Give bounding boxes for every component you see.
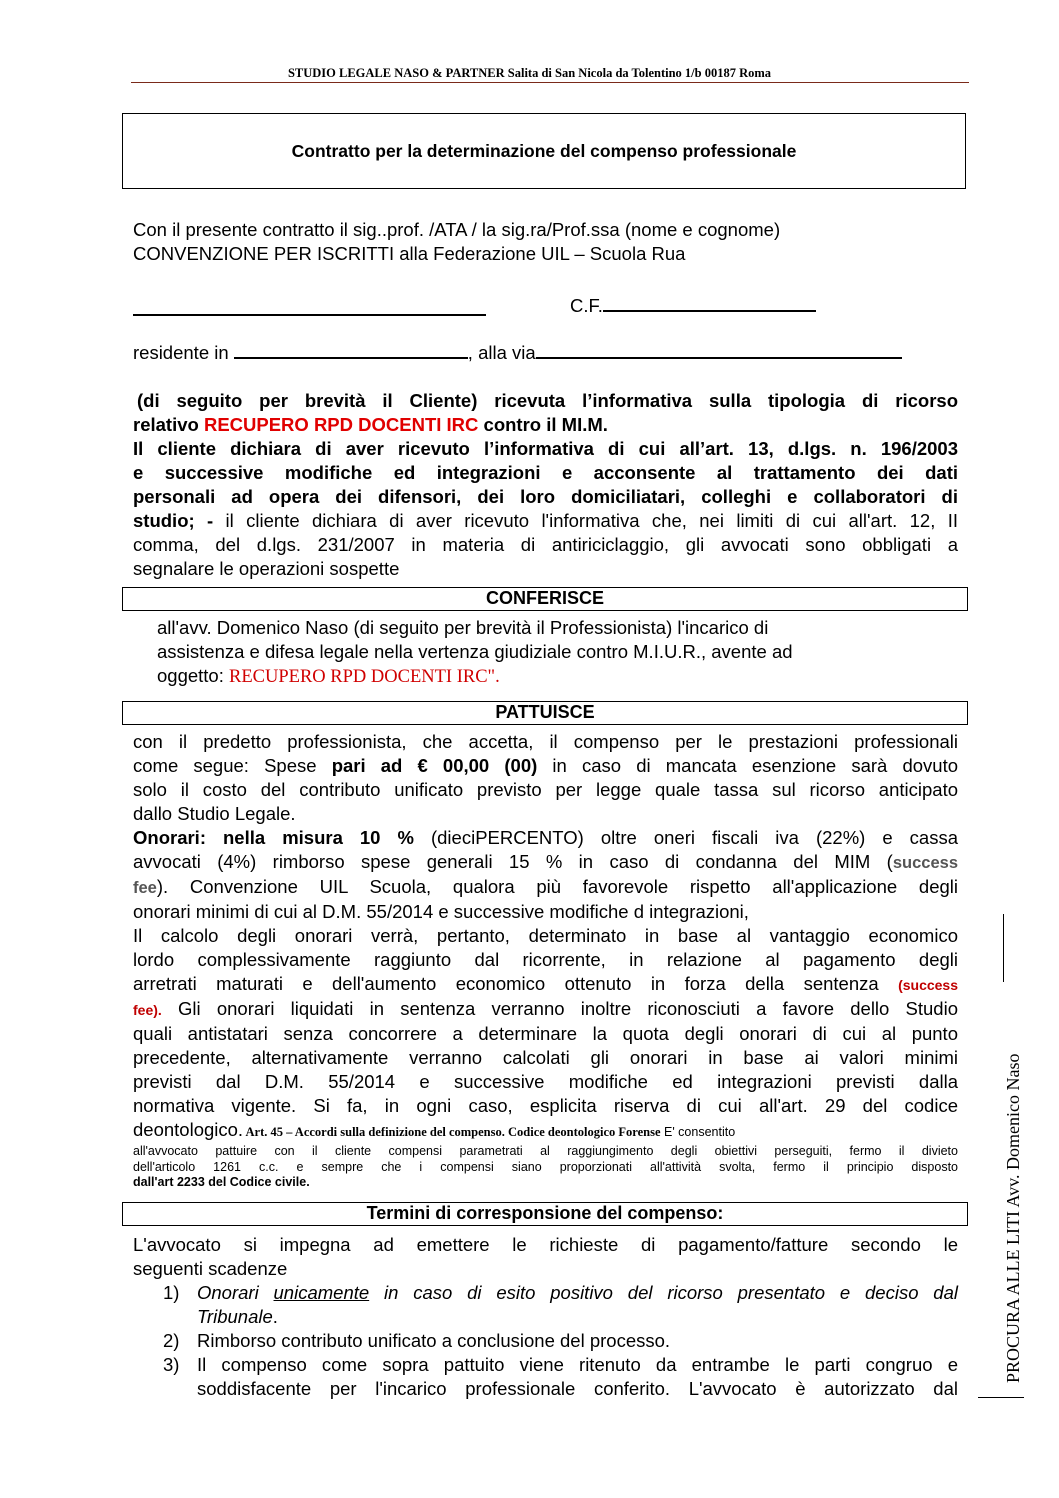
side-rule-bottom [978, 1397, 1024, 1398]
list-item-3: 3) Il compenso come sopra pattuito viene ritenuto da entrambe le parti congruo e [163, 1354, 958, 1375]
pattuisce-line-10: lordo complessivamente raggiunto dal ricorrente, in relazione al pagamento degli [133, 949, 958, 970]
conferisce-line-1: all'avv. Domenico Naso (di seguito per brevità il Professionista) l'incarico di [157, 617, 769, 638]
list-item-2: 2) Rimborso contributo unificato a conclusione del processo. [163, 1330, 671, 1351]
intro-line-2: CONVENZIONE PER ISCRITTI alla Federazione UIL – Scuola Rua [133, 243, 686, 264]
termini-body [133, 1233, 958, 1281]
street-label: , alla via [467, 342, 536, 363]
pattuisce-line-2: come segue: Spese pari ad € 00,00 (00) in caso di mancata esenzione sarà dovuto [133, 755, 959, 776]
conferisce-heading: CONFERISCE [122, 587, 968, 611]
client-line-4: e successive modifiche ed integrazioni e acconsente al trattamento dei dati [133, 462, 958, 483]
pattuisce-line-4: dallo Studio Legale. [133, 803, 296, 824]
pattuisce-line-15: previsti dal D.M. 55/2014 e successive modifiche ed integrazioni previsti dalla [133, 1071, 958, 1092]
residence-row [133, 341, 902, 365]
residence-label: residente in [133, 342, 229, 363]
pattuisce-line-11: arretrati maturati e dell'aumento economico ottenuto in forza della sentenza (success [133, 973, 958, 994]
intro-line-1: Con il presente contratto il sig..prof. /ATA / la sig.ra/Prof.ssa (nome e cognome) [133, 219, 781, 240]
document-title: Contratto per la determinazione del compenso professionale [291, 140, 797, 161]
termini-line-1: L'avvocato si impegna ad emettere le richieste di pagamento/fatture secondo le [133, 1234, 958, 1255]
list-item-1: 1) Onorari unicamente in caso di esito positivo del ricorso presentato e deciso dal [163, 1282, 958, 1303]
pattuisce-line-5: Onorari: nella misura 10 % (dieciPERCENTO) oltre oneri fiscali iva (22%) e cassa [133, 827, 958, 848]
client-line-5: personali ad opera dei difensori, dei loro domiciliatari, colleghi e collaboratori di [133, 486, 958, 507]
conferisce-body [157, 616, 793, 689]
subject-highlight: RECUPERO RPD DOCENTI IRC [203, 414, 479, 435]
street-field[interactable] [536, 341, 902, 359]
client-line-1: (di seguito per brevità il Cliente) ricevuta l’informativa sulla tipologia di ricorso [137, 390, 958, 411]
code-quote-line-3: dall'art 2233 del Codice civile. [133, 1175, 310, 1189]
conferisce-subject: RECUPERO RPD DOCENTI IRC". [229, 667, 500, 687]
client-line-7: comma, del d.lgs. 231/2007 in materia di antiriciclaggio, gli avvocati sono obbligati a [133, 534, 958, 555]
code-quote-line-2: dell'articolo 1261 c.c. e sempre che i compensi siano proporzionati all'attività svolta, fermo il principio disposto [133, 1159, 958, 1174]
pattuisce-line-7: fee). Convenzione UIL Scuola, qualora più favorevole rispetto all'applicazione degli [133, 876, 958, 897]
cf-row [570, 294, 816, 318]
termini-line-2: seguenti scadenze [133, 1258, 288, 1279]
code-quote [133, 1144, 958, 1191]
client-line-6: studio; - il cliente dichiara di aver ricevuto l'informativa che, nei limiti di cui all'art. 12, II [133, 510, 958, 531]
side-rule-top [1003, 914, 1004, 982]
pattuisce-body [133, 730, 958, 1142]
code-quote-line-1: all'avvocato pattuire con il cliente compensi parametrati al raggiungimento degli obiettivi perseguiti, fermo il divieto [133, 1144, 958, 1158]
pattuisce-line-1: con il predetto professionista, che accetta, il compenso per le prestazioni professionali [133, 731, 958, 752]
list-item-3-cont: soddisfacente per l'incarico professionale conferito. L'avvocato è autorizzato dal [197, 1378, 958, 1399]
conferisce-line-2: assistenza e difesa legale nella vertenza giudiziale contro M.I.U.R., avente ad [157, 641, 793, 662]
pattuisce-line-9: Il calcolo degli onorari verrà, pertanto, determinato in base al vantaggio economico [133, 925, 958, 946]
cf-label: C.F. [570, 295, 603, 316]
client-line-3: Il cliente dichiara di aver ricevuto l’informativa di cui all’art. 13, d.lgs. n. 196/2003 [133, 438, 958, 459]
letterhead-rule [131, 82, 969, 83]
client-line-8: segnalare le operazioni sospette [133, 558, 400, 579]
termini-list [163, 1281, 958, 1401]
termini-heading: Termini di corresponsione del compenso: [122, 1202, 968, 1226]
pattuisce-heading: PATTUISCE [122, 701, 968, 725]
pattuisce-line-14: precedente, alternativamente verranno calcolati gli onorari in base ai valori minimi [133, 1047, 958, 1068]
cf-field[interactable] [603, 294, 816, 312]
pattuisce-line-6: avvocati (4%) rimborso spese generali 15 % in caso di condanna del MIM (success [133, 851, 958, 872]
name-field[interactable] [133, 298, 486, 316]
pattuisce-line-17: deontologico. Art. 45 – Accordi sulla definizione del compenso. Codice deontologico Forense E' consentito [133, 1119, 736, 1140]
pattuisce-line-8: onorari minimi di cui al D.M. 55/2014 e successive modifiche d integrazioni, [133, 901, 749, 922]
residence-field[interactable] [234, 341, 468, 359]
letterhead: STUDIO LEGALE NASO & PARTNER Salita di San Nicola da Tolentino 1/b 00187 Roma [287, 66, 772, 80]
side-annotation: PROCURA ALLE LITI Avv. Domenico Naso [1003, 1053, 1023, 1383]
client-block [133, 389, 958, 581]
client-line-2: relativo RECUPERO RPD DOCENTI IRC contro il MI.M. [133, 414, 608, 435]
pattuisce-line-12: fee). Gli onorari liquidati in sentenza verranno inoltre riconosciuti a favore dello Studio [133, 998, 958, 1019]
pattuisce-line-3: solo il costo del contributo unificato previsto per legge quale tassa sul ricorso anticipato [133, 779, 958, 800]
pattuisce-line-13: quali antistatari senza concorrere a determinare la quota degli onorari di cui al punto [133, 1023, 958, 1044]
conferisce-line-3: oggetto: RECUPERO RPD DOCENTI IRC". [157, 665, 500, 687]
list-item-1-cont: Tribunale. [197, 1306, 278, 1327]
document-title-box [122, 113, 966, 189]
pattuisce-line-16: normativa vigente. Si fa, in ogni caso, esplicita riserva di cui all'art. 29 del codice [133, 1095, 958, 1116]
